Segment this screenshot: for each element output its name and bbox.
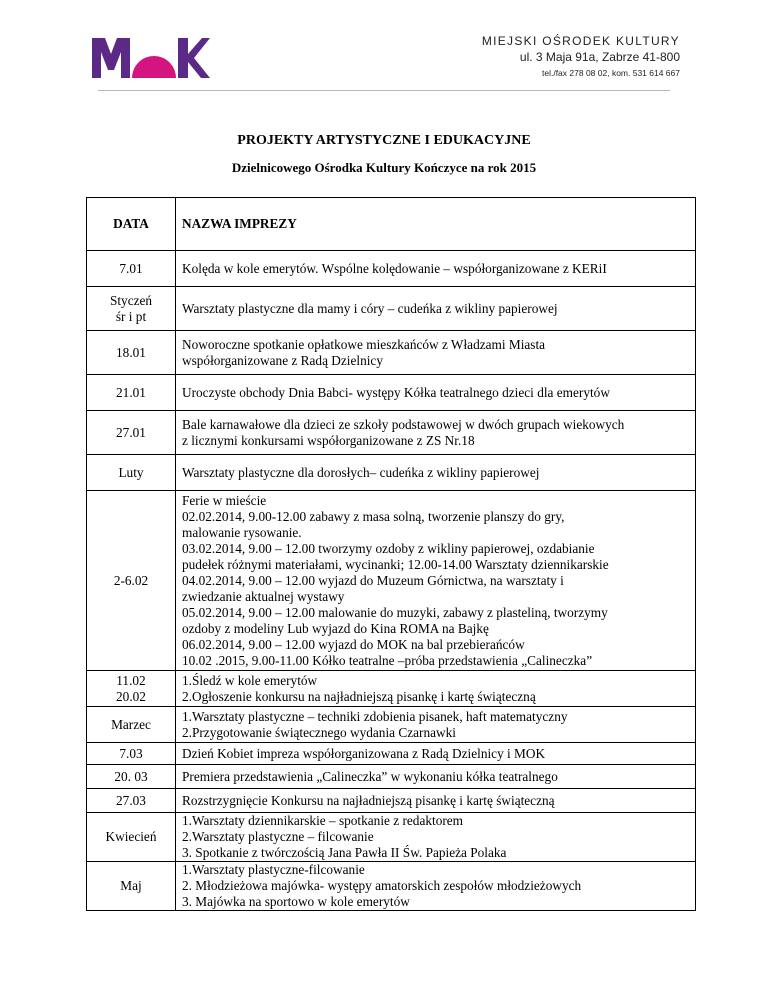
row-date	[87, 765, 176, 789]
row-date	[87, 789, 176, 813]
row-date	[87, 707, 176, 743]
date-line: śr i pt	[115, 308, 147, 324]
date-line: Marzec	[111, 716, 151, 732]
table-header-row	[87, 198, 696, 251]
table-row	[87, 671, 696, 707]
event-line: 3. Spotkanie z twórczością Jana Pawła II Św. Papieża Polaka	[182, 845, 507, 860]
event-line: Rozstrzygnięcie Konkursu na najładniejszą pisankę i kartę świąteczną	[182, 792, 555, 808]
header-divider	[98, 90, 670, 91]
event-line: 2.Ogłoszenie konkursu na najładniejszą pisankę i kartę świąteczną	[182, 688, 536, 704]
event-line: pudełek różnymi materiałami, wycinanki; 12.00-14.00 Warsztaty dziennikarskie	[182, 556, 609, 572]
date-line: 7.01	[119, 260, 143, 276]
row-event	[176, 671, 696, 707]
event-line: 1.Warsztaty dziennikarskie – spotkanie z redaktorem	[182, 813, 464, 828]
event-line: Warsztaty plastyczne dla mamy i córy – cudeńka z wikliny papierowej	[182, 300, 558, 316]
event-line: 1.Śledź w kole emerytów	[182, 672, 318, 688]
organization-info	[482, 33, 680, 80]
row-date	[87, 287, 176, 331]
document-subtitle: Dzielnicowego Ośrodka Kultury Kończyce na rok 2015	[231, 160, 537, 175]
date-line: 18.01	[116, 344, 146, 360]
table-row	[87, 743, 696, 765]
event-line: malowanie rysowanie.	[182, 524, 302, 540]
row-event	[176, 707, 696, 743]
event-line: z licznymi konkursami współorganizowane z ZS Nr.18	[182, 432, 475, 448]
table-row	[87, 331, 696, 375]
date-line: Kwiecień	[105, 829, 157, 844]
event-line: 2.Przygotowanie świątecznego wydania Czarnawki	[182, 724, 456, 740]
event-line: 2.Warsztaty plastyczne – filcowanie	[182, 829, 374, 844]
event-line: współorganizowane z Radą Dzielnicy	[182, 352, 383, 368]
date-line: 27.01	[116, 424, 146, 440]
row-event	[176, 743, 696, 765]
date-line: 11.02	[116, 672, 146, 688]
mok-logo	[92, 38, 210, 78]
row-event	[176, 331, 696, 375]
logo-letter-o	[132, 56, 176, 78]
logo-letter-m	[92, 38, 130, 78]
date-line: 27.03	[116, 792, 146, 808]
row-event	[176, 411, 696, 455]
row-event	[176, 251, 696, 287]
organization-contact: tel./fax 278 08 02, kom. 531 614 667	[542, 68, 680, 78]
table-row	[87, 765, 696, 789]
table-row	[87, 491, 696, 671]
date-line: 21.01	[116, 384, 146, 400]
event-line: 1.Warsztaty plastyczne – techniki zdobienia pisanek, haft matematyczny	[182, 708, 568, 724]
event-line: Bale karnawałowe dla dzieci ze szkoły podstawowej w dwóch grupach wiekowych	[182, 416, 625, 432]
organization-name: MIEJSKI OŚRODEK KULTURY	[481, 34, 680, 48]
row-date	[87, 251, 176, 287]
row-event	[176, 375, 696, 411]
table-row	[87, 411, 696, 455]
event-line: zwiedzanie aktualnej wystawy	[182, 588, 345, 604]
event-line: 05.02.2014, 9.00 – 12.00 malowanie do muzyki, zabawy z plasteliną, tworzymy	[182, 604, 608, 620]
event-line: Ferie w mieście	[182, 492, 267, 508]
table-row	[87, 862, 696, 911]
date-line: Maj	[120, 878, 142, 893]
table-row	[87, 813, 696, 862]
event-line: 10.02 .2015, 9.00-11.00 Kółko teatralne –próba przedstawienia „Calineczka”	[182, 652, 593, 668]
row-date	[87, 491, 176, 671]
event-line: 03.02.2014, 9.00 – 12.00 tworzymy ozdoby z wikliny papierowej, ozdabianie	[182, 540, 595, 556]
event-line: 04.02.2014, 9.00 – 12.00 wyjazd do Muzeum Górnictwa, na warsztaty i	[182, 572, 564, 588]
date-line: 20. 03	[114, 768, 148, 784]
table-row	[87, 375, 696, 411]
row-date	[87, 331, 176, 375]
date-line: Styczeń	[109, 292, 153, 308]
organization-address: ul. 3 Maja 91a, Zabrze 41-800	[519, 50, 680, 64]
row-event	[176, 287, 696, 331]
logo-letter-k	[178, 38, 210, 78]
date-line: 7.03	[119, 745, 143, 761]
event-line: Uroczyste obchody Dnia Babci- występy Kółka teatralnego dzieci dla emerytów	[182, 384, 610, 400]
event-line: 1.Warsztaty plastyczne-filcowanie	[182, 862, 365, 877]
document-title: PROJEKTY ARTYSTYCZNE I EDUKACYJNE	[237, 133, 531, 148]
event-line: 3. Majówka na sportowo w kole emerytów	[182, 894, 410, 909]
row-date	[87, 813, 176, 862]
row-event	[176, 789, 696, 813]
date-line: 20.02	[116, 688, 146, 704]
event-line: 06.02.2014, 9.00 – 12.00 wyjazd do MOK na bal przebierańców	[182, 636, 525, 652]
event-line: Warsztaty plastyczne dla dorosłych– cudeńka z wikliny papierowej	[182, 464, 540, 480]
table-row	[87, 707, 696, 743]
events-table	[86, 197, 696, 911]
row-event	[176, 455, 696, 491]
event-line: 02.02.2014, 9.00-12.00 zabawy z masa solną, tworzenie planszy do gry,	[182, 508, 565, 524]
row-event	[176, 813, 696, 862]
row-event	[176, 491, 696, 671]
event-line: Dzień Kobiet impreza współorganizowana z Radą Dzielnicy i MOK	[182, 745, 546, 761]
event-line: 2. Młodzieżowa majówka- występy amatorskich zespołów młodzieżowych	[182, 878, 582, 893]
row-event	[176, 765, 696, 789]
table-row	[87, 251, 696, 287]
date-line: Luty	[118, 464, 144, 480]
header-date: DATA	[87, 198, 176, 251]
row-date	[87, 455, 176, 491]
table-row	[87, 789, 696, 813]
row-date	[87, 375, 176, 411]
row-date	[87, 411, 176, 455]
event-line: Noworoczne spotkanie opłatkowe mieszkańców z Władzami Miasta	[182, 336, 546, 352]
event-line: Kolęda w kole emerytów. Wspólne kolędowanie – współorganizowane z KERiI	[182, 260, 607, 276]
table-row	[87, 455, 696, 491]
row-date	[87, 671, 176, 707]
row-date	[87, 743, 176, 765]
row-event	[176, 862, 696, 911]
event-line: Premiera przedstawienia „Calineczka” w wykonaniu kółka teatralnego	[182, 768, 558, 784]
date-line: 2-6.02	[113, 572, 149, 588]
header-event: NAZWA IMPREZY	[176, 198, 696, 251]
table-row	[87, 287, 696, 331]
event-line: ozdoby z modeliny Lub wyjazd do Kina ROMA na Bajkę	[182, 620, 489, 636]
row-date	[87, 862, 176, 911]
